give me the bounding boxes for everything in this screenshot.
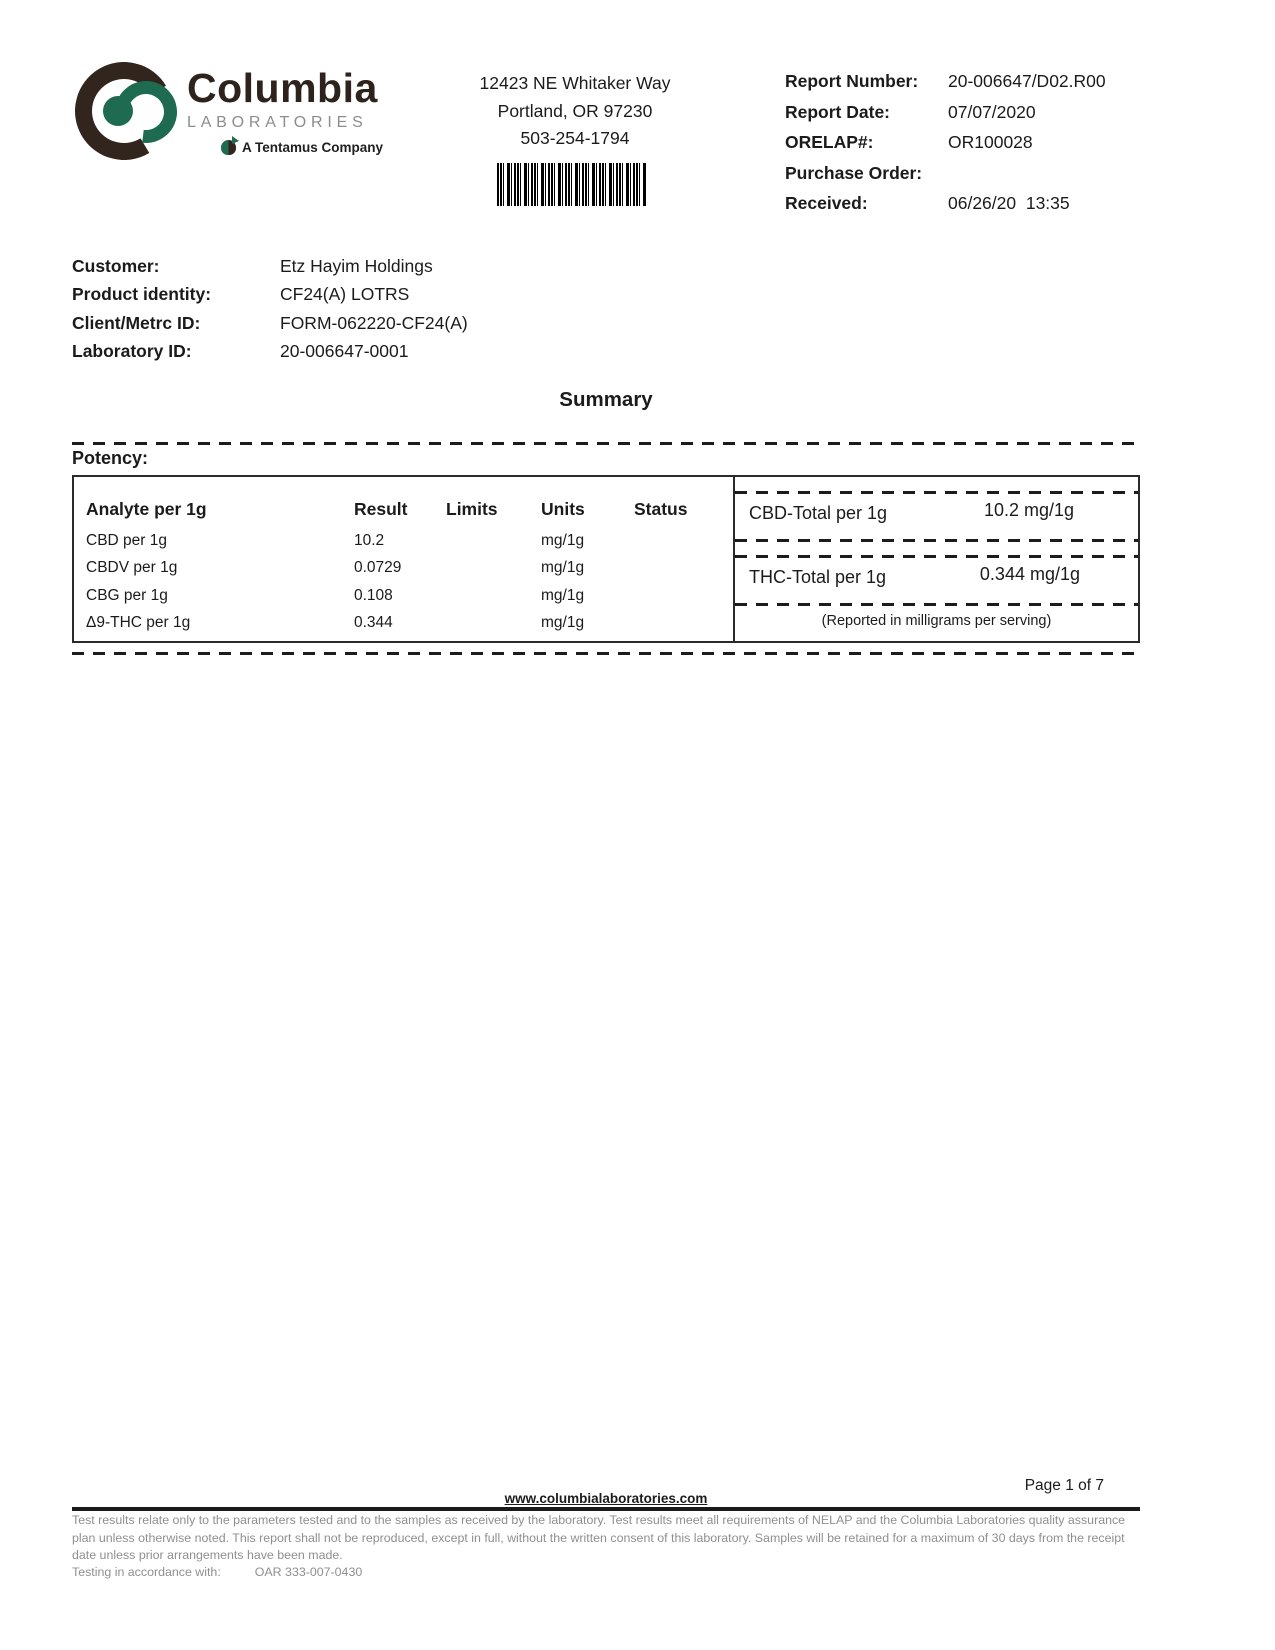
analyte-name: CBG per 1g xyxy=(86,586,168,604)
analyte-name: Δ9-THC per 1g xyxy=(86,614,191,632)
tagline-row xyxy=(221,140,383,155)
report-number-label: Report Number: xyxy=(785,71,919,91)
report-meta xyxy=(785,71,1106,224)
report-meta-row xyxy=(785,193,1106,224)
col-status: Status xyxy=(634,499,688,519)
totals-note: (Reported in milligrams per serving) xyxy=(821,613,1052,629)
client-metrc-id-value: FORM-062220-CF24(A) xyxy=(280,312,468,333)
sample-info-row xyxy=(72,284,468,312)
columbia-logo xyxy=(75,60,383,164)
summary-title: Summary xyxy=(559,388,653,411)
report-meta-row xyxy=(785,71,1106,102)
totals-panel xyxy=(733,477,1138,641)
dashed-rule xyxy=(735,603,1138,606)
dashed-rule xyxy=(735,539,1138,542)
footer-disclaimer: Test results relate only to the parameters tested and to the samples as received by the laboratory. Test results meet all requirements of NELAP and the Columbia Laboratories quality assurance plan unless otherwise noted. This report shall not be reproduced, except in full, without the written consent of this laboratory. Samples will be retained for a maximum of 30 days from the receipt date unless prior arrangements have been made. xyxy=(72,1513,1126,1563)
received-label: Received: xyxy=(785,193,868,214)
table-row xyxy=(86,614,727,641)
dashed-rule xyxy=(735,491,1138,494)
analyte-units: mg/1g xyxy=(541,614,585,632)
sample-info xyxy=(72,256,468,370)
page-indicator: Page 1 of 7 xyxy=(1024,1477,1104,1494)
analyte-table-inner xyxy=(86,499,727,642)
analyte-name: CBD per 1g xyxy=(86,532,167,549)
testing-accordance-value: OAR 333-007-0430 xyxy=(254,1565,363,1579)
analyte-result: 0.108 xyxy=(354,586,393,604)
table-row xyxy=(86,559,727,586)
columbia-logo-icon xyxy=(75,60,175,164)
footer-divider xyxy=(72,1507,1140,1511)
logo-dot xyxy=(103,96,133,126)
dashed-rule xyxy=(735,555,1138,558)
analyte-table-header xyxy=(86,499,727,532)
analyte-name: CBDV per 1g xyxy=(86,559,178,577)
barcode xyxy=(497,163,647,206)
address-line1: 12423 NE Whitaker Way xyxy=(479,73,671,93)
orelap-value: OR100028 xyxy=(948,132,1033,153)
col-units: Units xyxy=(541,499,585,519)
brand-name: Columbia xyxy=(187,65,378,111)
potency-section-label: Potency: xyxy=(72,448,149,468)
report-date-value: 07/07/2020 xyxy=(948,101,1036,122)
cbd-total-label: CBD-Total per 1g xyxy=(749,503,888,523)
dashed-divider-top xyxy=(72,442,1140,445)
brand-tagline: A Tentamus Company xyxy=(242,140,384,155)
sample-info-row xyxy=(72,313,468,341)
analyte-table xyxy=(74,477,733,641)
col-result: Result xyxy=(354,499,408,519)
orelap-label: ORELAP#: xyxy=(785,132,874,153)
cbd-total-value: 10.2 mg/1g xyxy=(983,500,1074,520)
website-link[interactable]: www.columbialaboratories.com xyxy=(504,1491,708,1506)
report-meta-row xyxy=(785,163,1106,194)
analyte-units: mg/1g xyxy=(541,532,585,549)
thc-total-value: 0.344 mg/1g xyxy=(979,564,1080,584)
report-meta-row xyxy=(785,102,1106,133)
table-row xyxy=(86,587,727,614)
logo-text xyxy=(187,60,383,164)
tentamus-turtle-icon xyxy=(221,140,236,155)
report-date-label: Report Date: xyxy=(785,101,891,122)
potency-results-box xyxy=(72,475,1140,643)
product-identity-label: Product identity: xyxy=(72,284,212,305)
testing-accordance xyxy=(72,1565,362,1579)
sample-info-row xyxy=(72,341,468,369)
col-limits: Limits xyxy=(446,499,498,519)
laboratory-id-value: 20-006647-0001 xyxy=(280,341,409,362)
analyte-units: mg/1g xyxy=(541,586,585,604)
col-analyte: Analyte per 1g xyxy=(86,499,207,519)
analyte-units: mg/1g xyxy=(541,559,585,577)
purchase-order-label: Purchase Order: xyxy=(785,162,923,183)
brand-subtitle: LABORATORIES xyxy=(187,114,368,131)
table-row xyxy=(86,532,727,559)
received-value: 06/26/20 13:35 xyxy=(948,193,1070,214)
customer-value: Etz Hayim Holdings xyxy=(280,256,433,276)
report-meta-row xyxy=(785,132,1106,163)
lab-address xyxy=(440,70,710,153)
product-identity-value: CF24(A) LOTRS xyxy=(280,284,410,305)
address-line2: Portland, OR 97230 xyxy=(497,100,653,121)
analyte-result: 10.2 xyxy=(354,532,385,549)
laboratory-id-label: Laboratory ID: xyxy=(72,341,192,362)
client-metrc-id-label: Client/Metrc ID: xyxy=(72,312,201,333)
thc-total-label: THC-Total per 1g xyxy=(749,567,887,587)
dashed-divider-bottom xyxy=(72,652,1140,655)
testing-accordance-label: Testing in accordance with: xyxy=(72,1565,221,1579)
sample-info-row xyxy=(72,256,468,284)
address-phone: 503-254-1794 xyxy=(520,128,630,148)
analyte-result: 0.0729 xyxy=(354,559,402,577)
report-number-value: 20-006647/D02.R00 xyxy=(948,71,1106,91)
customer-label: Customer: xyxy=(72,256,160,276)
analyte-result: 0.344 xyxy=(354,614,393,632)
